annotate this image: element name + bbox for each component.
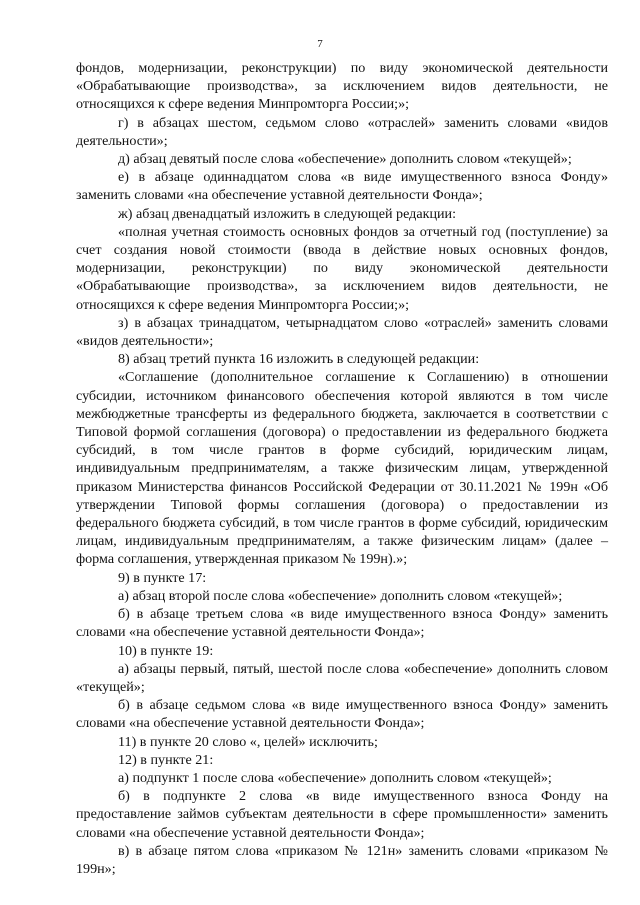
paragraph: б) в абзаце седьмом слова «в виде имущественного взноса Фонду» заменить словами «на обеспечение уставной деятельности Фонда»;: [76, 697, 608, 732]
paragraph: з) в абзацах тринадцатом, четырнадцатом слово «отраслей» заменить словами «видов деятельности»;: [76, 314, 608, 350]
paragraph: г) в абзацах шестом, седьмом слово «отраслей» заменить словами «видов деятельности»;: [76, 114, 608, 149]
paragraph-continuation: фондов, модернизации, реконструкции) по виду экономической деятельности «Обрабатывающие производства», за исключением видов деятельности, не относящихся к сфере ведения Минпромторга России;»;: [76, 60, 608, 113]
paragraph: е) в абзаце одиннадцатом слова «в виде имущественного взноса Фонду» заменить словами «на обеспечение уставной деятельности Фонда»;: [76, 169, 608, 204]
paragraph: «полная учетная стоимость основных фондов за отчетный год (поступление) за счет создания новой стоимости (ввода в действие новых основных фондов, модернизации, реконструкции) по виду экономической деятельности «Обрабатывающие производства», за исключением видов деятельности, не относящихся к сфере ведения Минпромторга России;»;: [76, 223, 608, 313]
paragraph: д) абзац девятый после слова «обеспечение» дополнить словом «текущей»;: [118, 151, 572, 168]
paragraph: 8) абзац третий пункта 16 изложить в следующей редакции:: [118, 351, 480, 368]
paragraph: ж) абзац двенадцатый изложить в следующей редакции:: [118, 205, 456, 222]
paragraph: 12) в пункте 21:: [118, 751, 214, 768]
paragraph: «Соглашение (дополнительное соглашение к Соглашению) в отношении субсидии, источником финансового обеспечения которой являются в том числе межбюджетные трансферты из федерального бюджета, заключается в соответствии с Типовой формой соглашения (договора) о предоставлении из федерального бюджета субсидий, в том числе грантов в форме субсидий, юридическим лицам, индивидуальным предпринимателям, а также физическим лицам, утвержденной приказом Министерства финансов Российской Федерации от 30.11.2021 № 199н «Об утверждении Типовой формы соглашения (договора) о предоставлении из федерального бюджета субсидий, в том числе грантов в форме субсидий, юридическим лицам, индивидуальным предпринимателям, а также физическим лицам» (далее – форма соглашения, утвержденная приказом № 199н).»;: [76, 369, 608, 568]
paragraph: а) абзац второй после слова «обеспечение» дополнить словом «текущей»;: [118, 587, 563, 604]
paragraph: а) подпункт 1 после слова «обеспечение» дополнить словом «текущей»;: [118, 769, 552, 786]
paragraph: а) абзацы первый, пятый, шестой после слова «обеспечение» дополнить словом «текущей»;: [76, 660, 608, 695]
paragraph: б) в абзаце третьем слова «в виде имущественного взноса Фонду» заменить словами «на обеспечение уставной деятельности Фонда»;: [76, 606, 608, 641]
paragraph: б) в подпункте 2 слова «в виде имущественного взноса Фонду на предоставление займов субъектам деятельности в сфере промышленности» заменить словами «на обеспечение уставной деятельности Фонда»;: [76, 788, 608, 841]
paragraph: 9) в пункте 17:: [118, 569, 207, 586]
paragraph: 10) в пункте 19:: [118, 642, 214, 659]
document-body: [76, 59, 608, 878]
paragraph: в) в абзаце пятом слова «приказом № 121н» заменить словами «приказом № 199н»;: [76, 842, 608, 877]
page-number: 7: [317, 38, 323, 50]
paragraph: 11) в пункте 20 слово «, целей» исключить;: [118, 733, 378, 750]
